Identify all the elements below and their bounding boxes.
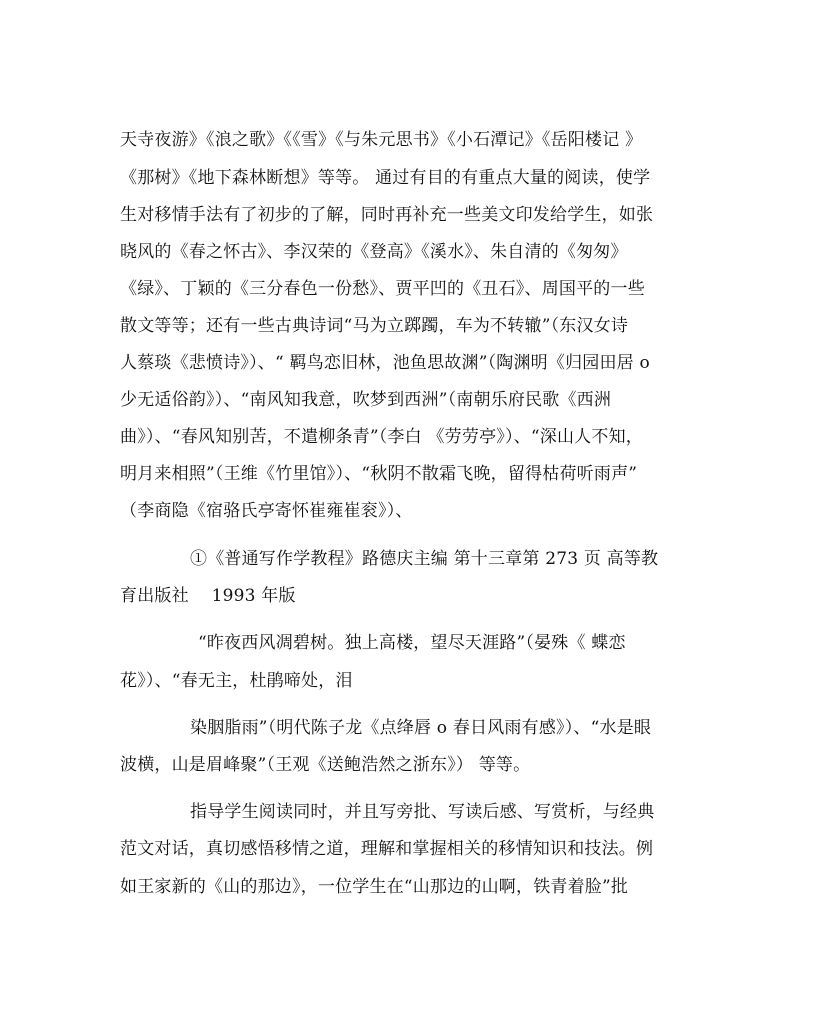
text-line: （李商隐《宿骆氏亭寄怀崔雍崔衮》）、 [120,501,413,521]
text-line: 散文等等；还有一些古典诗词“马为立踯躅，车为不转辙”（东汉女诗 [120,316,629,336]
text-line: 指导学生阅读同时，并且写旁批、写读后感、写赏析，与经典 [190,802,655,822]
text-line: “昨夜西风凋碧树。独上高楼，望尽天涯路”（晏殊《 蝶恋 [198,633,626,653]
text-line: 天寺夜游》《浪之歌》《《雪》《与朱元思书》《小石潭记》《岳阳楼记 》 [120,130,643,150]
text-line: 如王家新的《山的那边》，一位学生在“山那边的山啊，铁青着脸”批 [120,877,629,897]
text-line: 少无适俗韵》）、“南风知我意，吹梦到西洲”（南朝乐府民歌《西洲 [120,390,612,410]
text-line: 曲》）、“春风知别苦，不遣柳条青”（李白 《劳劳亭》）、“深山人不知， [120,427,643,447]
text-line: 花》）、“春无主，杜鹃啼处，泪 [120,671,353,691]
footnote-line: 育出版社 1993 年版 [120,586,296,606]
text-line: 人蔡琰《悲愤诗》）、“ 羁鸟恋旧林，池鱼思故渊”（陶渊明《归园田居 o [120,353,650,373]
text-line: 波横，山是眉峰聚”（王观《送鲍浩然之浙东》） 等等。 [120,755,531,775]
text-line: 染胭脂雨”（明代陈子龙《点绛唇 o 春日风雨有感》）、“水是眼 [190,718,652,738]
text-line: 《那树》《地下森林断想》等等。 通过有目的有重点大量的阅读，使学 [120,168,651,188]
text-line: 范文对话，真切感悟移情之道，理解和掌握相关的移情知识和技法。例 [120,839,654,859]
text-line: 晓风的《春之怀古》、李汉荣的《登高》《溪水》、朱自清的《匆匆》 [120,242,628,262]
footnote-line: ①《普通写作学教程》路德庆主编 第十三章第 273 页 高等教 [190,549,659,569]
text-line: 生对移情手法有了初步的了解，同时再补充一些美文印发给学生，如张 [120,205,654,225]
text-line: 明月来相照”（王维《竹里馆》）、“秋阴不散霜飞晚，留得枯荷听雨声” [120,464,638,484]
text-line: 《绿》、丁颖的《三分春色一份愁》、贾平凹的《丑石》、周国平的一些 [120,279,645,299]
